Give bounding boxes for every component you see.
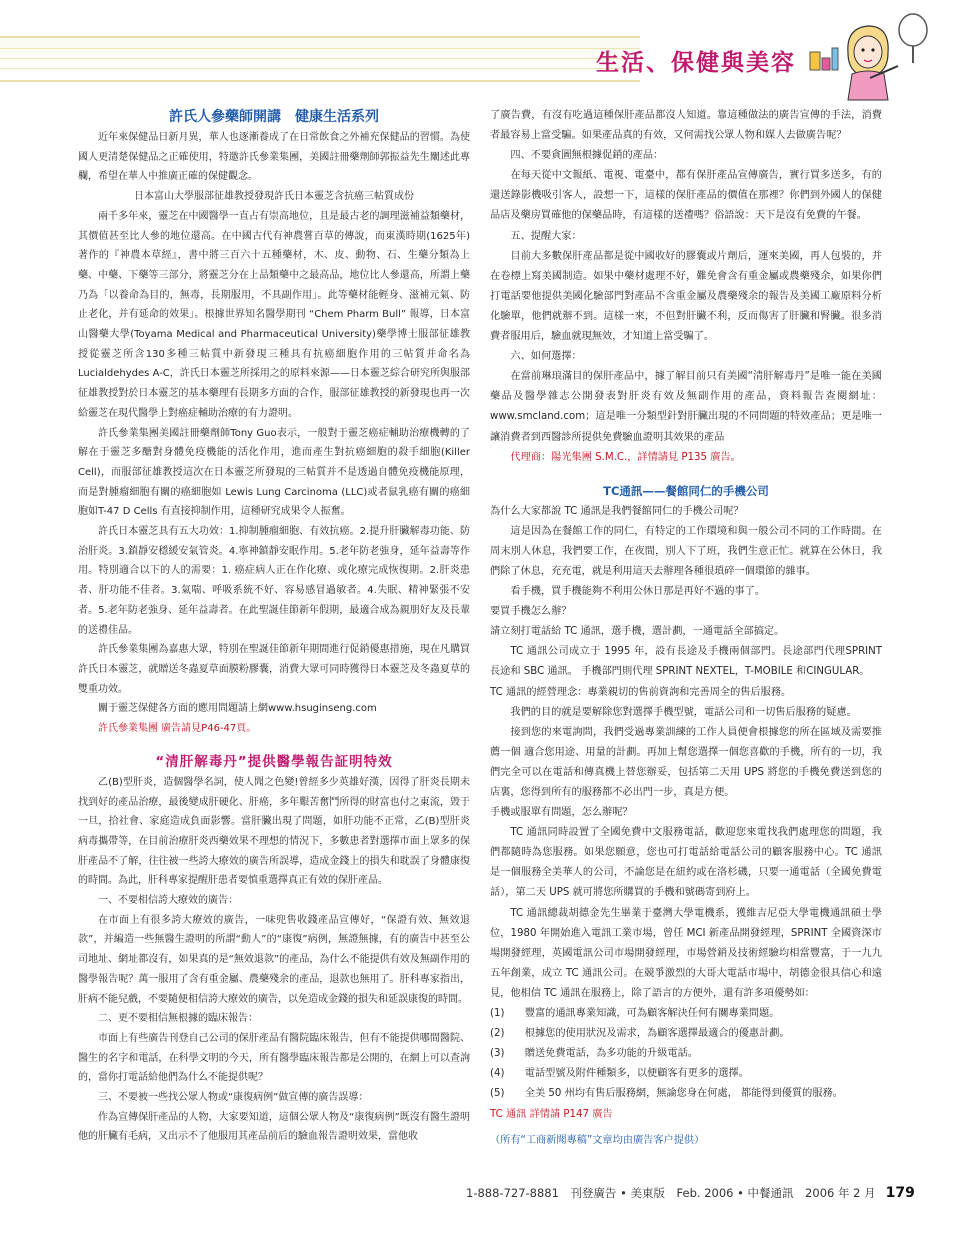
woman-icon bbox=[848, 26, 898, 100]
paragraph: 許氏日本靈芝具有五大功效：1.抑制腫瘤細胞、有效抗癌。2.提升肝臟解毒功能、防治肝炎。3.鎮靜安穩緩安氣管炎。4.寧神鎮靜安眠作用。5.老年防老強身，延年益壽等作用。特別適合以下的人的需要：1. 癌症病人正在作化療、或化療完成恢復期。2.肝炎患者、肝功能不佳者。3.氣喘、呼吸系統不好、容易感冒過敏者。4.失眠、精神緊張不安者。5.老年防老強身、延年益壽者。在此聖誕佳節新年假期，最適合成為親朋好友及長輩的送禮佳品。 bbox=[78, 526, 470, 636]
question: 手機或服單有問題，怎么辦呢？ bbox=[490, 807, 633, 819]
paragraph: 請立刻打電話給 TC 通訊，選手機，選計劃，一通電話全部搞定。 bbox=[490, 626, 785, 638]
paragraph: 在市面上有很多誇大療效的廣告，一味兜售收錢產品宣傳好，“保證有效、無效退款”，并編造一些無醫生證明的所謂“動人”的“康復”病例，無證無據，有的廣告中甚至公司地址、網址都沒有，如果真的是“無效退款”的產品，為什么不能提供有效及無副作用的醫學報告呢？萬一服用了含有重金屬、農藥殘余的產品，退款也無用了。肝科專家指出，肝病不能兒戲，不要隨便相信誇大療效的廣告，以免造成金錢的損失和延誤康復的時間。 bbox=[78, 914, 470, 1005]
paragraph: TC 通訊同時設置了全國免費中文服務電話，歡迎您來電找我們處理您的問題，我們都隨時為您服務。如果您願意，您也可打電話給電話公司的顧客服務中心。TC 通訊是一個服務全美華人的公司，不論您是在紐約或在洛杉磯，只要一通電話（全國免費電話），第二天 UPS 就可將您所購買的手機和號碼寄到府上。 bbox=[490, 827, 882, 899]
list-item: (5) 全美 50 州均有售后服務網，無論您身在何處， 都能得到優質的服務。 bbox=[490, 1088, 843, 1100]
paragraph: 作為宣傳保肝產品的人物，大家要知道，這個公眾人物及“康復病例”既沒有醫生證明他的肝臟有毛病，又出示不了他服用其產品前后的驗血報告證明效果，當他收 bbox=[78, 1111, 470, 1143]
question: TC 通訊的經營理念：專業親切的售前資詢和完善周全的售后服務。 bbox=[490, 686, 792, 698]
paragraph: TC 通訊公司成立于 1995 年，設有長途及手機兩個部門。長途部門代理SPRINT 長途和 SBC 通訊。 手機部門則代理 SPRINT NEXTEL，T-MOBILE 和CINGULAR。 bbox=[490, 646, 882, 678]
mirror-icon bbox=[899, 14, 927, 63]
subheading: 一、不要相信誇大療效的廣告： bbox=[98, 895, 238, 907]
list-item: (3) 贈送免費電話，為多功能的升級電話。 bbox=[490, 1048, 698, 1060]
paragraph: TC 通訊總裁胡德金先生畢業于臺灣大學電機系，獲維吉尼亞大學電機通訊碩士學位，1980 年開始進入電訊工業市場，曾任 MCI 新產品開發經理，SPRINT 全國資深市場開發經理，英國電訊公司市場開發經理，市場營銷及技術經驗均相當豐富，于一九九五年創業，成立 TC 通訊公司。在競爭激烈的大哥大電話市場中，胡德金很具信心和遠見，他相信 TC 通訊在服務上，除了語言的方便外，還有許多項優勢如： bbox=[490, 907, 882, 999]
page-number: 179 bbox=[885, 1185, 915, 1201]
ad-reference: 代理商：陽光集團 S.M.C.，詳情請見 P135 廣告。 bbox=[510, 451, 741, 463]
paragraph: 在每天從中文報紙、電視、電臺中，都有保肝產品宣傳廣告，實行買多送多，有的還送錄影機吸引客人，設想一下，這樣的保肝產品的價值在那裡？你們到外國人的保健品店及藥房買確他的保藥品時，有這樣的送禮嗎？俗語說：天下是沒有免費的午餐。 bbox=[490, 170, 882, 222]
subheading: 二、更不要相信無根據的臨床報告： bbox=[98, 1013, 258, 1025]
paragraph: 許氏參業集團美國註冊藥劑師Tony Guo表示，一般對于靈芝癌症輔助治療機轉的了解在于靈芝多醣對身體免疫機能的活化作用，進而產生對抗癌細胞的殺手細胞(Killer Cell)，而服部征雄教授這次在日本靈芝所發現的三帖質并不是透過自體免疫機能原理，而是對腫瘤細胞有關的癌細胞如 Lewis Lung Carcinoma (LLC)或者鼠乳癌有關的癌細胞如T-47 D Cells 有直接抑制作用，這種研究成果令人振奮。 bbox=[78, 427, 470, 518]
subheading: 六、如何選擇： bbox=[510, 351, 582, 363]
question: 為什么大家都說 TC 通訊是我們餐館同仁的手機公司呢？ bbox=[490, 505, 744, 517]
article-title-liver-detox: “清肝解毒丹”提供醫學報告証明特效 bbox=[155, 753, 393, 770]
source-note: （所有“工商新聞專稿”文章均由廣告客户提供） bbox=[490, 1134, 705, 1146]
article-title-tc-wireless: TC通訊——餐館同仁的手機公司 bbox=[603, 483, 769, 498]
ad-reference: TC 通訊 詳情請 P147 廣告 bbox=[490, 1108, 613, 1120]
paragraph: 了廣告費，有沒有吃過這種保肝產品都沒人知道。靠這種做法的廣告宣傳的手法，消費者最容易上當受騙。如果產品真的有效，又何需找公眾人物和媒人去做廣告呢？ bbox=[490, 110, 882, 142]
right-column bbox=[490, 106, 882, 1151]
paragraph: 我們的目的就是要解除您對選擇手機型號，電話公司和一切售后服務的疑慮。 bbox=[510, 706, 857, 718]
list-item: (2) 根據您的使用狀況及需求，為顧客選擇最適合的優惠計劃。 bbox=[490, 1028, 790, 1040]
list-item: (4) 電話型號及附件種類多，以便顧客有更多的選擇。 bbox=[490, 1068, 749, 1080]
paragraph: 接到您的來電詢問，我們受過專業訓練的工作人員便會根據您的所在區域及需要推薦一個 適合您用途、用量的計劃。再加上幫您選擇一個您喜歡的手機，所有的一切，我們完全可以在電話和傳真機上替您辦妥，包括第二天用 UPS 將您的手機免費送到您的店裏，您得到所有的服務都不必出門一步，真是方便。 bbox=[490, 726, 882, 798]
left-column bbox=[78, 106, 470, 1147]
paragraph: 近年來保健品日新月異，華人也逐漸養成了在日常飲食之外補充保健品的習慣。為使國人更清楚保健品之正確使用，特邀許氏參業集團，美國註冊藥劑師郭振益先生闡述此專欄，希望在華人中推廣正確的保健觀念。 bbox=[78, 132, 470, 183]
article-subtitle: 日本富山大學服部征雄教授發現許氏日本靈芝含抗癌三帖質成份 bbox=[134, 191, 414, 203]
subheading: 四、不要貪圖無根據促銷的產品： bbox=[510, 150, 664, 162]
paragraph: 關于靈芝保健各方面的應用問題請上網www.hsuginseng.com bbox=[98, 703, 377, 715]
paragraph: 目前大多數保肝產品都是從中國收好的膠囊或片劑后，運來美國，再人包裝的，并在卷標上寫美國制造。如果中藥材處理不好，難免會含有重金屬或農藥殘余，如果你們打電話要他提供美國化驗部門對產品不含重金屬及農藥殘余的報告及美國工廠原料分析化驗單，他們就辦不到。這樣一來，不但對肝臟不利，反而傷害了肝臟和腎臟。很多消費者服用后，驗血就現無效，才知道上當受騙了。 bbox=[490, 250, 882, 343]
ad-reference: 許氏參業集團 廣告請見P46-47頁。 bbox=[98, 723, 257, 735]
cartoon-woman-illustration bbox=[808, 8, 938, 103]
paragraph: 這是因為在餐館工作的同仁，有特定的工作環境和與一般公司不同的工作時間。在周末別人休息，我們要工作，在夜間，別人下了班，我們生意正忙。就算在公休日，我們除了休息，充充電，就是利用這天去辦理各種很瑣碎一個環節的雜事。 bbox=[490, 525, 882, 577]
paragraph: 許氏參業集團為嘉惠大眾，特別在聖誕佳節新年期間進行促銷優惠措施，現在凡購買許氏日本靈芝，就贈送冬蟲夏草面膜粉膠囊，消費大眾可同時獲得日本靈芝及冬蟲夏草的雙重功效。 bbox=[78, 644, 470, 695]
list-item: (1) 豐富的通訊專業知識，可為顧客解決任何有關專業問題。 bbox=[490, 1008, 780, 1020]
article-title-hsu-ginseng: 許氏人參藥師開講 健康生活系列 bbox=[169, 109, 379, 125]
header-band bbox=[0, 36, 640, 82]
subheading: 五、提醒大家： bbox=[510, 230, 582, 242]
cosmetics-icon bbox=[810, 48, 838, 70]
subheading: 三、不要被一些找公眾人物或“康復病例”做宣傳的廣告誤導： bbox=[98, 1092, 369, 1104]
section-title: 生活、保健與美容 bbox=[596, 50, 796, 76]
question: 要買手機怎么辦？ bbox=[490, 606, 572, 618]
paragraph: 兩千多年來，靈芝在中國醫學一直占有崇高地位，且是最古老的調理滋補益類藥材，其價值甚至比人參的地位還高。在中國古代有神農嘗百草的傳說，而東漢時期(1625年)著作的『神農本草經』，書中將三百六十五種藥材，木、皮、動物、石、生藥分類為上藥、中藥、下藥等三部分，將靈芝分在上品類藥中之最高品，地位比人參還高，所謂上藥乃為「以養命為目的，無毒，長期服用，不具副作用」。此等藥材能輕身、滋補元氣、防止老化，并有延命的效果」。根據世界知名醫學期刊 “Chem Pharm Bull” 報導，日本富山醫藥大學(Toyama Medical and Pharmaceutical University)藥學博士服部征雄教授從靈芝所含130多種三帖質中新發現三種具有抗癌細胞作用的三帖質并命名為 Lucialdehydes A-C，許氏日本靈芝所採用之的原料來源——日本靈芝綜合研究所與服部征雄教授對於日本靈芝的基本藥理有長期多方面的合作，服部征雄教授的新發現也再一次給靈芝在現代醫學上對癌症輔助治療的有力證明。 bbox=[78, 210, 470, 419]
page-footer bbox=[466, 1185, 915, 1201]
paragraph: 看手機，買手機能夠不利用公休日那是再好不過的事了。 bbox=[510, 586, 766, 598]
footer-text: 1-888-727-8881 刊登廣告 • 美東版 Feb. 2006 • 中餐通訊 2006 年 2 月 bbox=[466, 1186, 876, 1200]
paragraph: 市面上有些廣告刊登自己公司的保肝產品有醫院臨床報告，但有不能提供哪間醫院、醫生的名字和電話，在科學文明的今天，所有醫學臨床報告都是公開的，在網上可以查詢的，當你打電話給他們為什么不能提供呢？ bbox=[78, 1032, 470, 1084]
paragraph: 乙(B)型肝炎，造個醫學名詞，使人聞之色變!曾經多少英雄好漢，因得了肝炎長期未找到好的產品治療，最後變成肝硬化、肝癌，多年艱苦奮鬥所得的財富也付之東流，毀于一旦，拾社會、家庭造成負面影響。當肝臟出現了問題，如肝功能不正常，乙(B)型肝炎病毒攜帶等，在目前治療肝炎西藥效果不理想的情況下，多數患者對選擇市面上眾多的保肝產品不了解，往往被一些誇大療效的廣告所誤導，造成金錢上的損失和耽誤了身體康復的時間。為此，肝科專家提醒肝患者要慎重選擇真正有效的保肝產品。 bbox=[78, 776, 470, 887]
paragraph: 在當前琳琅滿目的保肝產品中，據了解目前只有美國“清肝解毒丹”是唯一能在美國藥品及醫學雜志公開發表對肝炎有效及無副作用的產品，資料報告查閱網址：www.smcland.com；這是唯一分類型針對肝臟出現的不同問題的特效產品；更是唯一讓消費者到西醫診所提供免費驗血證明其效果的產品 bbox=[490, 371, 882, 443]
